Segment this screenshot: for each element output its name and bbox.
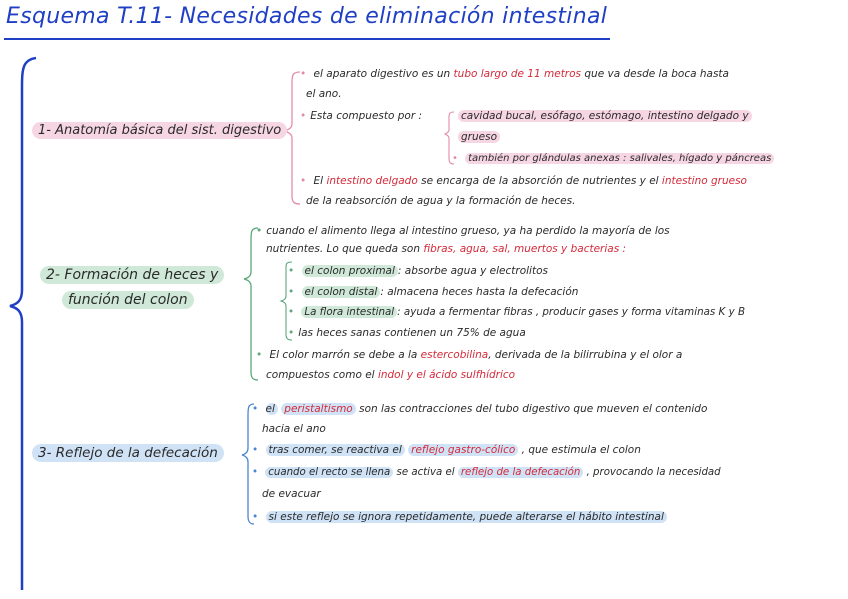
s3-bullet-4 xyxy=(252,510,667,524)
s1-b3-red-1: intestino delgado xyxy=(326,175,418,187)
s2-sub-1 xyxy=(288,264,548,278)
s1-bullet-1-cont: el ano. xyxy=(306,88,342,100)
section-3-label: 3- Reflejo de la defecación xyxy=(32,444,224,462)
s3-bullet-2 xyxy=(252,443,641,457)
s1-b3-pre: El xyxy=(313,175,324,187)
s1-b1-highlight: tubo largo de 11 metros xyxy=(453,68,582,80)
s1-bullet-2: • Esta compuesto por : xyxy=(300,109,422,123)
s2-bullet-1-cont xyxy=(266,242,626,256)
s3-b1-pre: el xyxy=(266,403,278,415)
s2-b2-cont-pre: compuestos como el xyxy=(266,369,375,381)
s3-b3-post: , provocando la necesidad xyxy=(586,467,721,478)
section-2-label-line-1: 2- Formación de heces y xyxy=(40,266,224,284)
s3-bullet-1-cont: hacia el ano xyxy=(262,423,326,435)
s1-b1-pre: el aparato digestivo es un xyxy=(313,68,451,80)
s3-b3-mid: se activa el xyxy=(396,467,455,478)
s1-b3-red-2: intestino grueso xyxy=(661,175,747,187)
s1-bullet-3-cont: de la reabsorción de agua y la formación de heces. xyxy=(306,195,576,207)
s3-bullet-3 xyxy=(252,466,721,480)
s3-b1-red: peristaltismo xyxy=(281,403,355,415)
s2-b2-red: estercobilina xyxy=(420,349,489,361)
s1-sub-1-text: cavidad bucal, esófago, estómago, intestino delgado y xyxy=(458,110,752,122)
s1-b3-mid: se encarga de la absorción de nutrientes y el xyxy=(421,175,659,187)
s3-b2-pre: tras comer, se reactiva el xyxy=(266,444,405,456)
s2-sub-4: • las heces sanas contienen un 75% de agua xyxy=(288,326,526,340)
s2-sub-1-highlight: el colon proximal xyxy=(302,265,398,277)
s2-bullet-2-cont xyxy=(266,368,515,382)
s2-sub-3 xyxy=(288,305,745,319)
s3-b3-pre: cuando el recto se llena xyxy=(265,467,393,478)
page-title: Esquema T.11- Necesidades de eliminación intestinal xyxy=(6,4,608,29)
s3-bullet-1 xyxy=(252,402,707,416)
s3-b3-red: reflejo de la defecación xyxy=(458,467,583,478)
s2-sub-2-rest: : almacena heces hasta la defecación xyxy=(380,286,579,298)
s2-sub-1-rest: : absorbe agua y electrolitos xyxy=(397,265,548,277)
section-2-label-line-2: función del colon xyxy=(62,291,194,309)
s3-b2-red: reflejo gastro-cólico xyxy=(408,444,518,456)
s1-sub-2-text: también por glándulas anexas : salivales, hígado y páncreas xyxy=(465,153,774,164)
s1-sub-1-cont xyxy=(458,130,500,144)
s2-sub-2 xyxy=(288,285,578,299)
s3-b4-text: si este reflejo se ignora repetidamente, puede alterarse el hábito intestinal xyxy=(266,511,667,523)
s3-bullet-3-cont: de evacuar xyxy=(262,488,321,500)
s1-sub-1 xyxy=(458,109,752,123)
s2-bullet-2 xyxy=(256,348,682,362)
section-1-label: 1- Anatomía básica del sist. digestivo xyxy=(32,122,287,139)
s3-brace xyxy=(242,404,254,524)
main-brace xyxy=(10,58,36,590)
s2-sub-3-rest: : ayuda a fermentar fibras , producir gases y forma vitaminas K y B xyxy=(397,306,746,318)
s2-b2-pre: El color marrón se debe a la xyxy=(269,349,418,361)
s2-sub-2-highlight: el colon distal xyxy=(302,286,381,298)
s1-bullet-3 xyxy=(300,174,747,188)
s3-b1-post: son las contracciones del tubo digestivo que mueven el contenido xyxy=(359,403,708,415)
s1-bullet-1 xyxy=(300,67,729,81)
s1-brace xyxy=(284,72,300,204)
s2-b1-cont-red: fibras, agua, sal, muertos y bacterias : xyxy=(423,243,627,255)
s2-b2-post: , derivada de la bilirrubina y el olor a xyxy=(488,349,683,361)
s2-b2-cont-red: indol y el ácido sulfhídrico xyxy=(377,369,516,381)
s1-sub-2 xyxy=(452,152,774,166)
s2-bullet-1: • cuando el alimento llega al intestino grueso, ya ha perdido la mayoría de los xyxy=(256,224,670,238)
s3-b2-post: , que estimula el colon xyxy=(521,444,641,456)
s2-b1-cont-pre: nutrientes. Lo que queda son xyxy=(266,243,420,255)
s1-b1-post: que va desde la boca hasta xyxy=(584,68,729,80)
s2-sub-3-highlight: La flora intestinal xyxy=(301,306,397,318)
s1-sub-1-cont-text: grueso xyxy=(458,131,500,143)
